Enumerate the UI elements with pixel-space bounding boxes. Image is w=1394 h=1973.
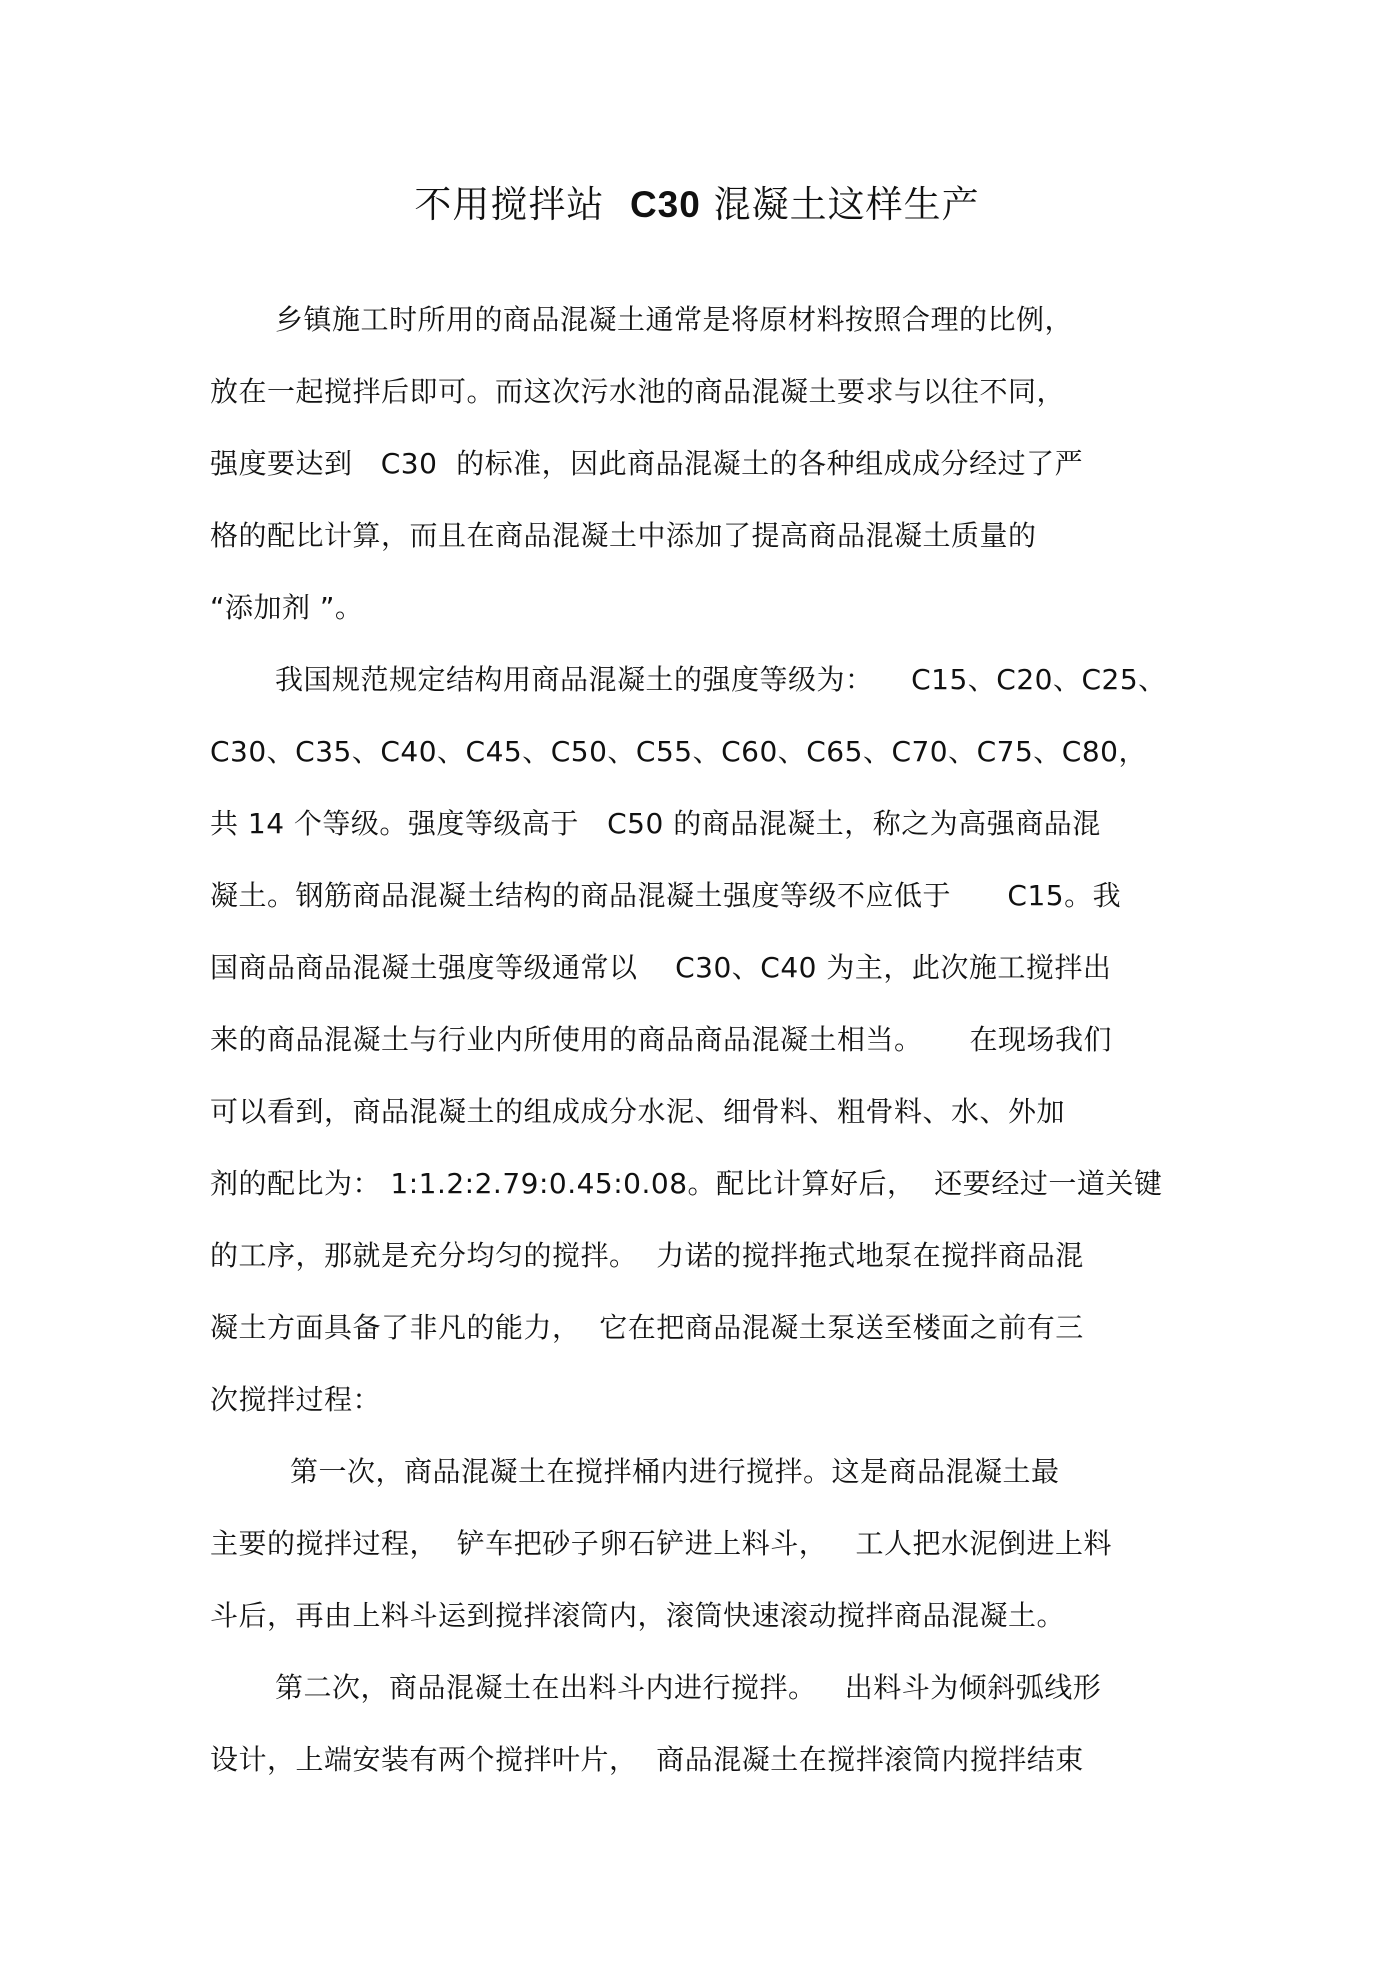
body-line: 第一次，商品混凝土在搅拌桶内进行搅拌。这是商品混凝土最 [290,1455,1060,1488]
body-line: 可以看到，商品混凝土的组成成分水泥、细骨料、粗骨料、水、外加 [210,1095,1066,1128]
body-line: 设计，上端安装有两个搅拌叶片， 商品混凝土在搅拌滚筒内搅拌结束 [210,1743,1084,1776]
body-line: 主要的搅拌过程， 铲车把砂子卵石铲进上料斗， 工人把水泥倒进上料 [210,1527,1113,1560]
body-line: 第二次，商品混凝土在出料斗内进行搅拌。 出料斗为倾斜弧线形 [275,1671,1102,1704]
body-line: 国商品商品混凝土强度等级通常以 C30、C40 为主，此次施工搅拌出 [210,951,1112,984]
body-line: 剂的配比为： 1:1.2:2.79:0.45:0.08。配比计算好后， 还要经过一道关键 [210,1167,1163,1200]
body-line: 乡镇施工时所用的商品混凝土通常是将原材料按照合理的比例， [275,303,1074,336]
body-line: “添加剂 ”。 [210,591,364,624]
body-line: C30、C35、C40、C45、C50、C55、C60、C65、C70、C75、C80， [210,735,1147,768]
title-grade: C30 [629,184,701,225]
body-line: 强度要达到 C30 的标准，因此商品混凝土的各种组成成分经过了严 [210,447,1084,480]
title-prefix: 不用搅拌站 [414,183,630,226]
body-line: 的工序，那就是充分均匀的搅拌。 力诺的搅拌拖式地泵在搅拌商品混 [210,1239,1084,1272]
document-title [0,180,1394,230]
body-line: 次搅拌过程： [210,1383,382,1416]
body-line: 来的商品混凝土与行业内所使用的商品商品混凝土相当。 在现场我们 [210,1023,1113,1056]
body-line: 我国规范规定结构用商品混凝土的强度等级为： C15、C20、C25、 [275,663,1167,696]
body-line: 凝土。钢筋商品混凝土结构的商品混凝土强度等级不应低于 C15。我 [210,879,1122,912]
body-line: 斗后，再由上料斗运到搅拌滚筒内，滚筒快速滚动搅拌商品混凝土。 [210,1599,1066,1632]
body-line: 凝土方面具备了非凡的能力， 它在把商品混凝土泵送至楼面之前有三 [210,1311,1084,1344]
body-line: 格的配比计算，而且在商品混凝土中添加了提高商品混凝土质量的 [210,519,1037,552]
title-suffix: 混凝土这样生产 [700,183,980,226]
body-line: 放在一起搅拌后即可。而这次污水池的商品混凝土要求与以往不同， [210,375,1066,408]
body-line: 共 14 个等级。强度等级高于 C50 的商品混凝土，称之为高强商品混 [210,807,1101,840]
